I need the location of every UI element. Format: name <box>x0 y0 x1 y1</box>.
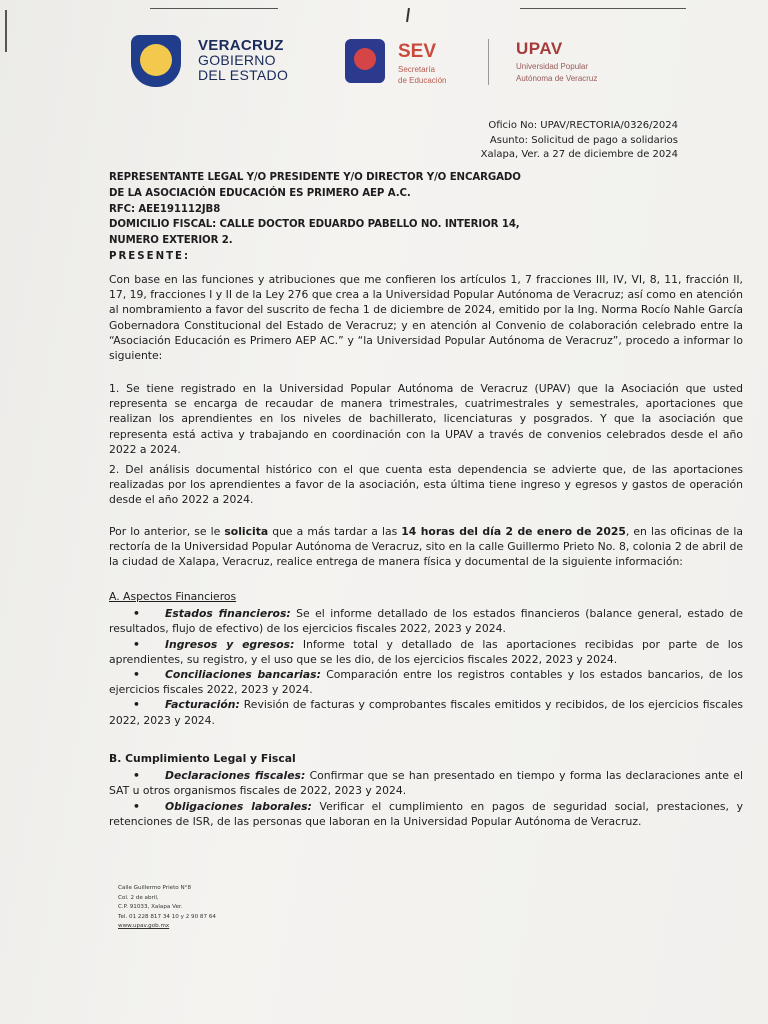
paragraph-intro: Con base en las funciones y atribuciones que me confieren los artículos 1, 7 fracciones III, IV, VI, 8, 11, fracción II, 17, 19, fracciones I y II de la Ley 276 que crea a la Universidad Popular Autónoma de Veracruz; así como en atención al nombramiento a favor del suscrito de fecha 1 de diciembre de 2024, emitido por la Ing. Norma Rocío Nahle García Gobernadora Constitucional del Estado de Veracruz; y en atención al Convenio de colaboración celebrado entre la “Asociación Educación es Primero AEP AC.” y “la Universidad Popular Autónoma de Veracruz”, procedo a informar lo siguiente: <box>109 273 743 363</box>
veracruz-logo-text: VERACRUZ GOBIERNO DEL ESTADO <box>198 37 289 83</box>
paragraph-point-2: 2. Del análisis documental histórico con el que cuenta esta dependencia se advierte que, de las aportaciones realizadas por los aprendientes a favor de la asociación, esta última tiene ingreso y egresos y gastos de operación desde el año 2022 a 2024. <box>109 463 743 507</box>
rfc: RFC: AEE191112JB8 <box>109 203 221 215</box>
section-legal <box>109 751 743 829</box>
list-item: • Declaraciones fiscales: Confirmar que se han presentado en tiempo y forma las declaraciones ante el SAT u otros organismos fiscales de 2022, 2023 y 2024. <box>109 769 743 798</box>
oficio-number: Oficio No: UPAV/RECTORIA/0326/2024 <box>488 120 678 131</box>
list-item: • Conciliaciones bancarias: Comparación entre los registros contables y los estados bancarios, de los ejercicios fiscales 2022, 2023 y 2024. <box>109 668 743 697</box>
letterhead <box>128 33 748 93</box>
list-item: • Ingresos y egresos: Informe total y detallado de las aportaciones recibidas por parte de los aprendientes, su registro, y el uso que se les dio, de los ejercicios fiscales 2022, 2023 y 2024. <box>109 637 743 666</box>
upav-logo-text: UPAV Universidad Popular Autónoma de Veracruz <box>516 39 598 83</box>
list-item: • Estados financieros: Se el informe detallado de los estados financieros (balance general, estado de resultados, flujo de efectivo) de los ejercicios fiscales 2022, 2023 y 2024. <box>109 607 743 636</box>
list-item: • Obligaciones laborales: Verificar el cumplimiento en pagos de seguridad social, prestaciones, y retenciones de ISR, de las personas que laboran en la Universidad Popular Autónoma de Veracruz. <box>109 799 743 828</box>
pen-mark <box>406 8 410 22</box>
sev-logo-text: SEV Secretaría de Educación <box>398 41 447 85</box>
sev-emblem-icon <box>345 39 385 83</box>
section-title: B. Cumplimiento Legal y Fiscal <box>109 752 296 765</box>
paragraph-request: Por lo anterior, se le solicita que a más tardar a las 14 horas del día 2 de enero de 2025, en las oficinas de la rectoría de la Universidad Popular Autónoma de Veracruz, sito en la calle Guillermo Prieto No. 8, colonia 2 de abril de la ciudad de Xalapa, Veracruz, realice entrega de manera física y documental de la siguiente información: <box>109 525 743 569</box>
footer-website[interactable]: www.upav.gob.mx <box>118 923 170 929</box>
scan-artifact-line <box>150 8 278 9</box>
logo-divider <box>488 39 489 85</box>
paragraph-point-1: 1. Se tiene registrado en la Universidad Popular Autónoma de Veracruz (UPAV) que la Asociación que usted representa se encarga de recaudar de manera trimestrales, cuatrimestrales y semestrales, aportaciones que realizan los aprendientes en los niveles de bachillerato, licenciaturas y posgrados. Y que la asociación que representa está activa y trabajando en coordinación con la UPAV a través de convenios celebrados desde el año 2022 a 2024. <box>109 382 743 456</box>
page-edge-mark <box>5 10 7 52</box>
addressee-block: REPRESENTANTE LEGAL Y/O PRESIDENTE Y/O DIRECTOR Y/O ENCARGADO DE LA ASOCIACIÓN EDUCACIÓN ES PRIMERO AEP A.C. RFC: AEE191112JB8 DOMICILIO FISCAL: CALLE DOCTOR EDUARDO PABELLO NO. INTERIOR 14, NUMERO EXTERIOR 2. PRESENTE: <box>109 170 743 265</box>
scan-artifact-line <box>520 8 686 9</box>
section-title: A. Aspectos Financieros <box>109 590 237 603</box>
section-financial <box>109 589 743 728</box>
list-item: • Facturación: Revisión de facturas y comprobantes fiscales emitidos y recibidos, de los ejercicios fiscales 2022, 2023 y 2024. <box>109 698 743 727</box>
letter-date: Xalapa, Ver. a 27 de diciembre de 2024 <box>480 149 678 160</box>
presente: PRESENTE: <box>109 250 191 262</box>
veracruz-shield-icon <box>131 35 181 87</box>
footer-address: Calle Guillermo Prieto N°8 Col. 2 de abril, C.P. 91033, Xalapa Ver. Tel. 01 228 817 34 10 y 2 90 87 64 www.upav.gob.mx <box>118 884 216 932</box>
letter-meta <box>481 119 678 163</box>
asunto: Asunto: Solicitud de pago a solidarios <box>489 134 678 146</box>
